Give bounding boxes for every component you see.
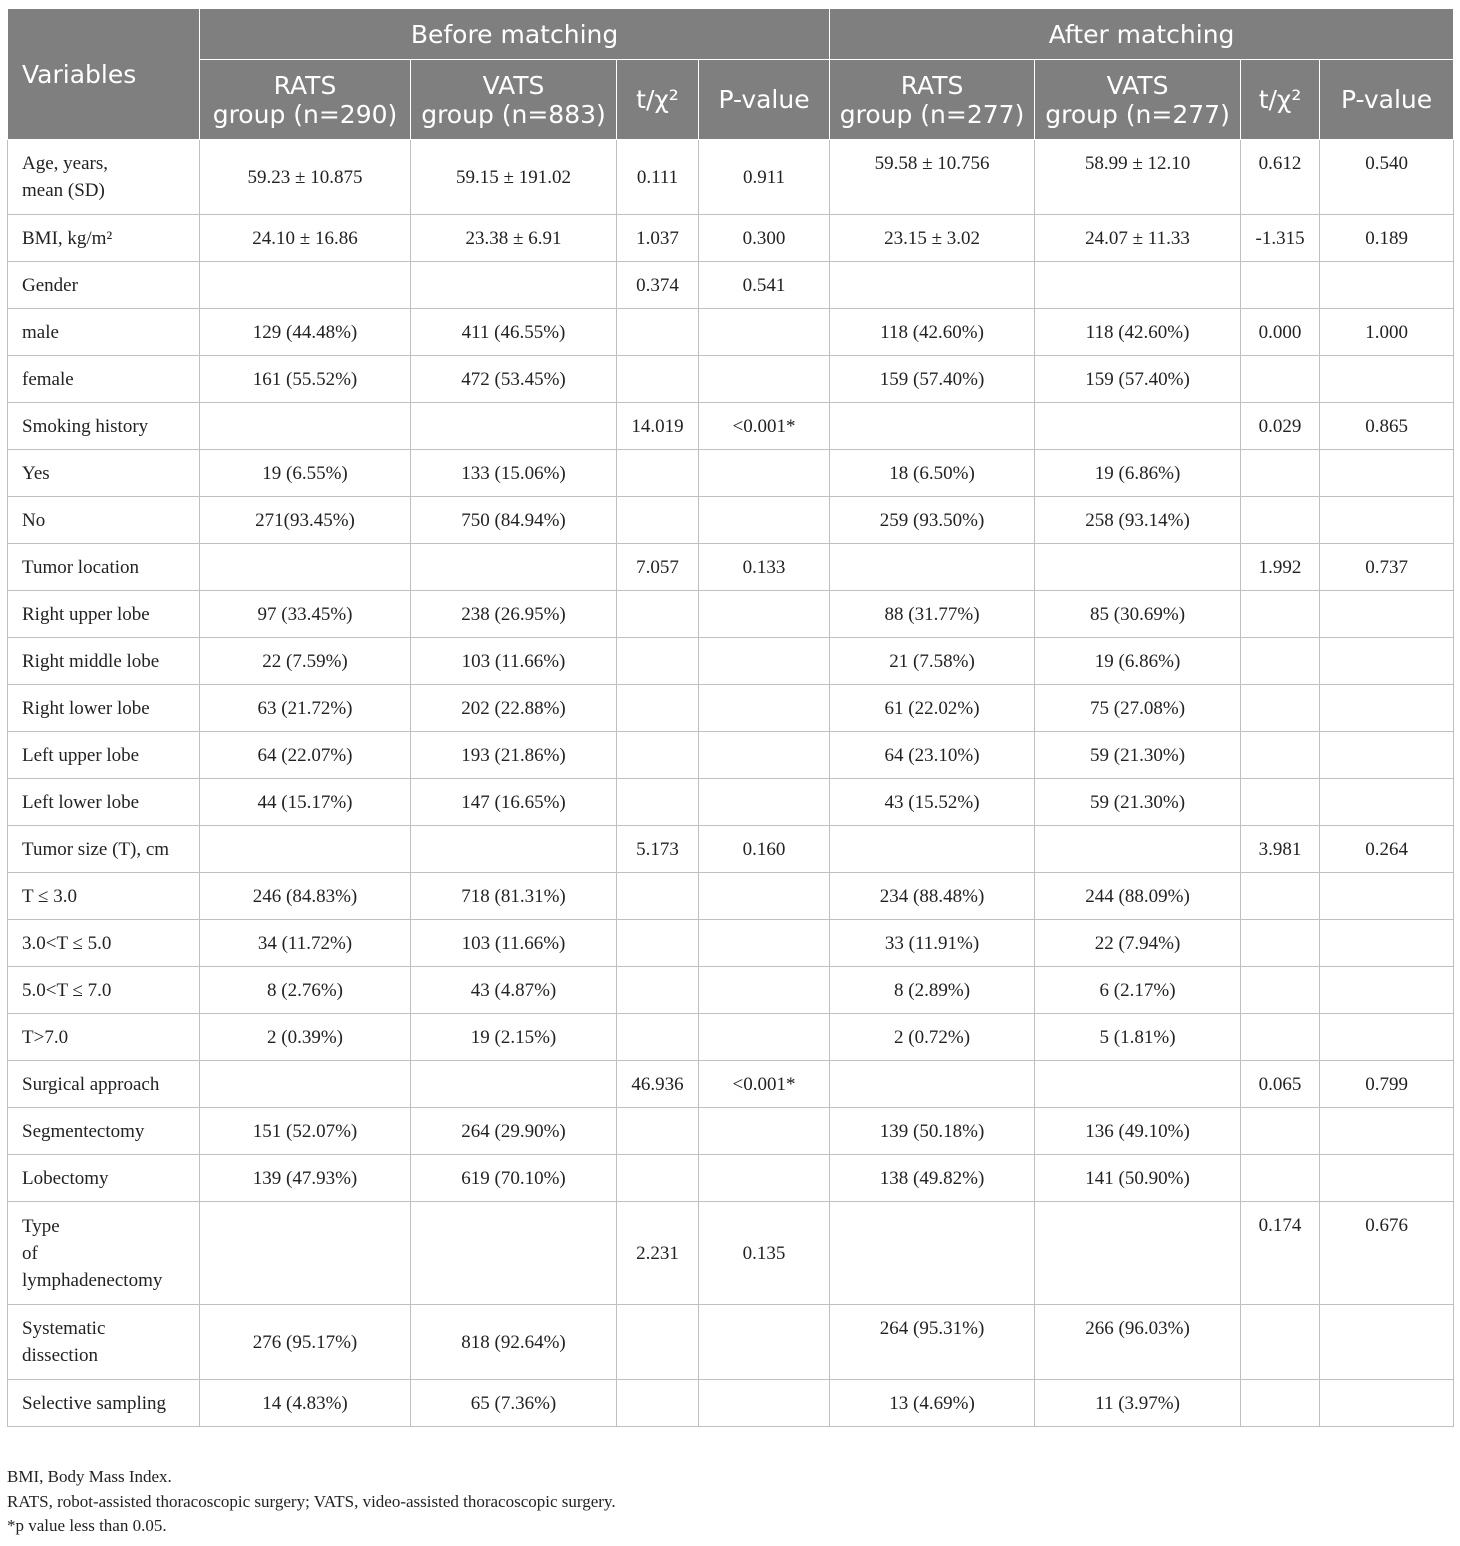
table-cell	[617, 920, 699, 967]
table-cell: 0.135	[699, 1202, 830, 1305]
table-cell	[699, 920, 830, 967]
table-cell: 103 (11.66%)	[411, 920, 617, 967]
footnote-abbreviations: RATS, robot-assisted thoracoscopic surgery; VATS, video-assisted thoracoscopic surgery.	[7, 1491, 616, 1511]
table-row	[8, 356, 1454, 403]
table-cell: 64 (22.07%)	[200, 732, 411, 779]
table-cell: 13 (4.69%)	[830, 1380, 1035, 1427]
row-label: Right middle lobe	[8, 638, 200, 685]
table-cell	[1241, 1380, 1320, 1427]
table-cell: 46.936	[617, 1061, 699, 1108]
table-row	[8, 732, 1454, 779]
table-cell: 271(93.45%)	[200, 497, 411, 544]
table-cell: 141 (50.90%)	[1035, 1155, 1241, 1202]
table-cell: 44 (15.17%)	[200, 779, 411, 826]
table-cell	[1320, 638, 1454, 685]
table-cell: -1.315	[1241, 215, 1320, 262]
table-row	[8, 1108, 1454, 1155]
table-cell: 59 (21.30%)	[1035, 779, 1241, 826]
table-row	[8, 1014, 1454, 1061]
table-cell	[699, 873, 830, 920]
table-cell: 472 (53.45%)	[411, 356, 617, 403]
table-cell	[699, 967, 830, 1014]
row-label: Surgical approach	[8, 1061, 200, 1108]
table-cell	[1241, 638, 1320, 685]
table-cell	[617, 497, 699, 544]
table-row	[8, 309, 1454, 356]
table-cell: 619 (70.10%)	[411, 1155, 617, 1202]
table-row	[8, 544, 1454, 591]
table-cell	[1320, 450, 1454, 497]
footnote-significance: *p value less than 0.05.	[7, 1516, 167, 1535]
table-row	[8, 1061, 1454, 1108]
table-cell: 161 (55.52%)	[200, 356, 411, 403]
table-cell: 22 (7.59%)	[200, 638, 411, 685]
table-cell	[1320, 1014, 1454, 1061]
table-row	[8, 140, 1454, 215]
table-row	[8, 920, 1454, 967]
table-cell	[411, 262, 617, 309]
header-after-matching: After matching	[830, 9, 1454, 60]
table-cell: 0.000	[1241, 309, 1320, 356]
table-cell: 0.300	[699, 215, 830, 262]
row-label: 5.0<T ≤ 7.0	[8, 967, 200, 1014]
table-cell: 33 (11.91%)	[830, 920, 1035, 967]
table-row	[8, 1305, 1454, 1380]
row-label: Tumor location	[8, 544, 200, 591]
table-cell	[830, 1202, 1035, 1305]
table-cell	[699, 685, 830, 732]
table-cell	[1241, 1155, 1320, 1202]
table-cell	[1320, 685, 1454, 732]
row-label: Selective sampling	[8, 1380, 200, 1427]
row-label: T ≤ 3.0	[8, 873, 200, 920]
table-cell	[830, 403, 1035, 450]
row-label: Tumor size (T), cm	[8, 826, 200, 873]
table-cell: 129 (44.48%)	[200, 309, 411, 356]
table-cell	[411, 826, 617, 873]
table-cell: 259 (93.50%)	[830, 497, 1035, 544]
row-label: T>7.0	[8, 1014, 200, 1061]
header-before-matching: Before matching	[200, 9, 830, 60]
table-cell: 6 (2.17%)	[1035, 967, 1241, 1014]
table-cell: 61 (22.02%)	[830, 685, 1035, 732]
table-cell: 411 (46.55%)	[411, 309, 617, 356]
table-row	[8, 1155, 1454, 1202]
table-cell	[1320, 497, 1454, 544]
table-cell: 0.374	[617, 262, 699, 309]
table-cell: 23.15 ± 3.02	[830, 215, 1035, 262]
table-cell: 64 (23.10%)	[830, 732, 1035, 779]
table-cell	[699, 732, 830, 779]
table-cell	[699, 779, 830, 826]
table-row	[8, 262, 1454, 309]
table-cell	[1035, 403, 1241, 450]
table-cell	[1320, 262, 1454, 309]
row-label: Yes	[8, 450, 200, 497]
table-cell	[617, 779, 699, 826]
row-label: male	[8, 309, 200, 356]
header-stat-after: t/χ²	[1241, 60, 1320, 140]
table-cell	[1241, 732, 1320, 779]
table-row	[8, 779, 1454, 826]
table-cell	[617, 356, 699, 403]
table-cell	[617, 967, 699, 1014]
table-cell	[617, 1380, 699, 1427]
table-cell: 266 (96.03%)	[1035, 1305, 1241, 1380]
table-cell: 2 (0.39%)	[200, 1014, 411, 1061]
table-cell	[699, 591, 830, 638]
table-cell: 1.037	[617, 215, 699, 262]
table-cell: 238 (26.95%)	[411, 591, 617, 638]
table-cell: 1.000	[1320, 309, 1454, 356]
table-cell	[1320, 873, 1454, 920]
table-cell: 8 (2.76%)	[200, 967, 411, 1014]
table-cell: 5 (1.81%)	[1035, 1014, 1241, 1061]
table-cell: 24.07 ± 11.33	[1035, 215, 1241, 262]
table-cell: 234 (88.48%)	[830, 873, 1035, 920]
header-rats-before: RATS group (n=290)	[200, 60, 411, 140]
table-row	[8, 967, 1454, 1014]
table-cell: 118 (42.60%)	[1035, 309, 1241, 356]
table-cell	[617, 732, 699, 779]
table-cell: 59.58 ± 10.756	[830, 140, 1035, 215]
table-row	[8, 215, 1454, 262]
table-cell	[699, 1014, 830, 1061]
footnotes	[7, 1465, 1453, 1539]
table-cell	[1320, 967, 1454, 1014]
table-row	[8, 1202, 1454, 1305]
table-cell: 59.23 ± 10.875	[200, 140, 411, 215]
table-cell: 258 (93.14%)	[1035, 497, 1241, 544]
header-pvalue-before: P-value	[699, 60, 830, 140]
header-stat-before: t/χ²	[617, 60, 699, 140]
table-cell: 151 (52.07%)	[200, 1108, 411, 1155]
table-cell: 193 (21.86%)	[411, 732, 617, 779]
table-cell: 0.540	[1320, 140, 1454, 215]
table-cell: 118 (42.60%)	[830, 309, 1035, 356]
table-cell	[200, 403, 411, 450]
header-vats-after: VATS group (n=277)	[1035, 60, 1241, 140]
table-cell: 22 (7.94%)	[1035, 920, 1241, 967]
table-cell	[411, 1061, 617, 1108]
table-cell	[617, 685, 699, 732]
row-label: Gender	[8, 262, 200, 309]
table-cell	[1035, 1202, 1241, 1305]
table-cell: 11 (3.97%)	[1035, 1380, 1241, 1427]
table-cell: 0.065	[1241, 1061, 1320, 1108]
table-cell	[699, 1305, 830, 1380]
table-cell: 0.160	[699, 826, 830, 873]
table-cell	[1241, 685, 1320, 732]
table-cell: 138 (49.82%)	[830, 1155, 1035, 1202]
row-label: Left upper lobe	[8, 732, 200, 779]
header-variables: Variables	[8, 9, 200, 140]
table-cell: 159 (57.40%)	[1035, 356, 1241, 403]
table-cell: 0.737	[1320, 544, 1454, 591]
table-cell: 3.981	[1241, 826, 1320, 873]
table-cell	[200, 826, 411, 873]
table-row	[8, 1380, 1454, 1427]
table-cell: 264 (95.31%)	[830, 1305, 1035, 1380]
table-row	[8, 450, 1454, 497]
table-cell	[617, 1305, 699, 1380]
table-cell: 7.057	[617, 544, 699, 591]
table-cell: 718 (81.31%)	[411, 873, 617, 920]
table-cell	[699, 638, 830, 685]
table-cell: 133 (15.06%)	[411, 450, 617, 497]
table-cell: 19 (6.86%)	[1035, 638, 1241, 685]
row-label: Systematic dissection	[8, 1305, 200, 1380]
table-cell	[200, 1061, 411, 1108]
table-cell	[1320, 591, 1454, 638]
table-cell: 264 (29.90%)	[411, 1108, 617, 1155]
header-rats-after: RATS group (n=277)	[830, 60, 1035, 140]
table-cell: 0.799	[1320, 1061, 1454, 1108]
table-body	[8, 140, 1454, 1427]
row-label: Right lower lobe	[8, 685, 200, 732]
table-cell: 750 (84.94%)	[411, 497, 617, 544]
table-cell	[617, 450, 699, 497]
table-row	[8, 403, 1454, 450]
table-cell	[1035, 262, 1241, 309]
header-vats-before: VATS group (n=883)	[411, 60, 617, 140]
table-cell: 136 (49.10%)	[1035, 1108, 1241, 1155]
table-cell: 244 (88.09%)	[1035, 873, 1241, 920]
table-cell	[1241, 920, 1320, 967]
table-row	[8, 873, 1454, 920]
table-cell	[411, 403, 617, 450]
table-row	[8, 638, 1454, 685]
table-cell: 34 (11.72%)	[200, 920, 411, 967]
table-cell: 21 (7.58%)	[830, 638, 1035, 685]
table-cell	[617, 638, 699, 685]
table-cell	[699, 309, 830, 356]
table-cell	[1241, 967, 1320, 1014]
table-cell	[1241, 1014, 1320, 1061]
table-cell: 59 (21.30%)	[1035, 732, 1241, 779]
table-cell: <0.001*	[699, 403, 830, 450]
table-cell	[617, 309, 699, 356]
table-cell: 8 (2.89%)	[830, 967, 1035, 1014]
table-cell: 2.231	[617, 1202, 699, 1305]
table-cell	[1241, 356, 1320, 403]
table-cell: 1.992	[1241, 544, 1320, 591]
table-cell: 818 (92.64%)	[411, 1305, 617, 1380]
table-row	[8, 591, 1454, 638]
header-pvalue-after: P-value	[1320, 60, 1454, 140]
table-cell: 0.612	[1241, 140, 1320, 215]
row-label: Type of lymphadenectomy	[8, 1202, 200, 1305]
table-row	[8, 685, 1454, 732]
table-cell: 0.029	[1241, 403, 1320, 450]
table-cell: 63 (21.72%)	[200, 685, 411, 732]
table-cell	[1241, 1108, 1320, 1155]
table-cell	[1320, 779, 1454, 826]
table-cell: 18 (6.50%)	[830, 450, 1035, 497]
table-cell	[1241, 450, 1320, 497]
table-cell: 19 (6.86%)	[1035, 450, 1241, 497]
table-cell	[617, 873, 699, 920]
table-row	[8, 497, 1454, 544]
row-label: BMI, kg/m²	[8, 215, 200, 262]
table-cell	[1320, 356, 1454, 403]
table-cell	[830, 1061, 1035, 1108]
table-cell	[1320, 732, 1454, 779]
footnote-bmi: BMI, Body Mass Index.	[7, 1467, 172, 1486]
table-cell	[1241, 262, 1320, 309]
table-cell	[830, 544, 1035, 591]
table-cell	[699, 1155, 830, 1202]
baseline-characteristics-table	[7, 8, 1454, 1427]
table-cell: 0.174	[1241, 1202, 1320, 1305]
table-cell	[617, 591, 699, 638]
table-cell: 0.133	[699, 544, 830, 591]
table-cell: 2 (0.72%)	[830, 1014, 1035, 1061]
table-cell	[1241, 1305, 1320, 1380]
table-cell	[1320, 1155, 1454, 1202]
table-cell: 0.676	[1320, 1202, 1454, 1305]
row-label: 3.0<T ≤ 5.0	[8, 920, 200, 967]
table-cell: 5.173	[617, 826, 699, 873]
table-cell: 24.10 ± 16.86	[200, 215, 411, 262]
row-label: Lobectomy	[8, 1155, 200, 1202]
table-cell: 75 (27.08%)	[1035, 685, 1241, 732]
table-cell: 59.15 ± 191.02	[411, 140, 617, 215]
table-cell	[699, 1108, 830, 1155]
table-cell: 19 (6.55%)	[200, 450, 411, 497]
table-cell	[1241, 873, 1320, 920]
table-cell	[1035, 826, 1241, 873]
table-cell	[200, 544, 411, 591]
table-cell: 14.019	[617, 403, 699, 450]
table-cell: 58.99 ± 12.10	[1035, 140, 1241, 215]
row-label: Smoking history	[8, 403, 200, 450]
table-cell: 0.264	[1320, 826, 1454, 873]
table-cell	[830, 262, 1035, 309]
row-label: Segmentectomy	[8, 1108, 200, 1155]
table-cell	[200, 262, 411, 309]
table-cell: 0.541	[699, 262, 830, 309]
table-cell: 139 (47.93%)	[200, 1155, 411, 1202]
table-row	[8, 826, 1454, 873]
table-cell: 43 (15.52%)	[830, 779, 1035, 826]
table-cell	[1320, 1108, 1454, 1155]
table-cell: 246 (84.83%)	[200, 873, 411, 920]
table-cell	[617, 1108, 699, 1155]
table-cell: 276 (95.17%)	[200, 1305, 411, 1380]
table-cell: 0.865	[1320, 403, 1454, 450]
table-cell: 147 (16.65%)	[411, 779, 617, 826]
table-cell: 159 (57.40%)	[830, 356, 1035, 403]
table-cell: 0.111	[617, 140, 699, 215]
table-cell: 88 (31.77%)	[830, 591, 1035, 638]
table-cell	[1320, 1305, 1454, 1380]
table-cell: 43 (4.87%)	[411, 967, 617, 1014]
table-cell	[1241, 779, 1320, 826]
table-cell	[699, 450, 830, 497]
table-cell: 65 (7.36%)	[411, 1380, 617, 1427]
table-cell	[1035, 544, 1241, 591]
table-cell	[1320, 1380, 1454, 1427]
row-label: Age, years, mean (SD)	[8, 140, 200, 215]
table-cell	[1241, 591, 1320, 638]
table-cell	[699, 356, 830, 403]
table-cell	[1320, 920, 1454, 967]
table-cell: 23.38 ± 6.91	[411, 215, 617, 262]
table-cell	[699, 497, 830, 544]
row-label: female	[8, 356, 200, 403]
table-cell	[411, 544, 617, 591]
table-cell	[1035, 1061, 1241, 1108]
table-cell: 19 (2.15%)	[411, 1014, 617, 1061]
row-label: Left lower lobe	[8, 779, 200, 826]
table-cell	[617, 1155, 699, 1202]
row-label: Right upper lobe	[8, 591, 200, 638]
table-cell: 103 (11.66%)	[411, 638, 617, 685]
table-cell	[617, 1014, 699, 1061]
table-cell: 97 (33.45%)	[200, 591, 411, 638]
table-cell	[830, 826, 1035, 873]
table-cell: 85 (30.69%)	[1035, 591, 1241, 638]
table-cell	[699, 1380, 830, 1427]
table-cell: 14 (4.83%)	[200, 1380, 411, 1427]
table-cell: 139 (50.18%)	[830, 1108, 1035, 1155]
row-label: No	[8, 497, 200, 544]
table-cell: <0.001*	[699, 1061, 830, 1108]
table-cell	[1241, 497, 1320, 544]
table-container	[7, 8, 1453, 1427]
table-cell	[411, 1202, 617, 1305]
table-header	[8, 9, 1454, 140]
table-cell: 0.911	[699, 140, 830, 215]
table-cell	[200, 1202, 411, 1305]
table-cell: 202 (22.88%)	[411, 685, 617, 732]
table-cell: 0.189	[1320, 215, 1454, 262]
